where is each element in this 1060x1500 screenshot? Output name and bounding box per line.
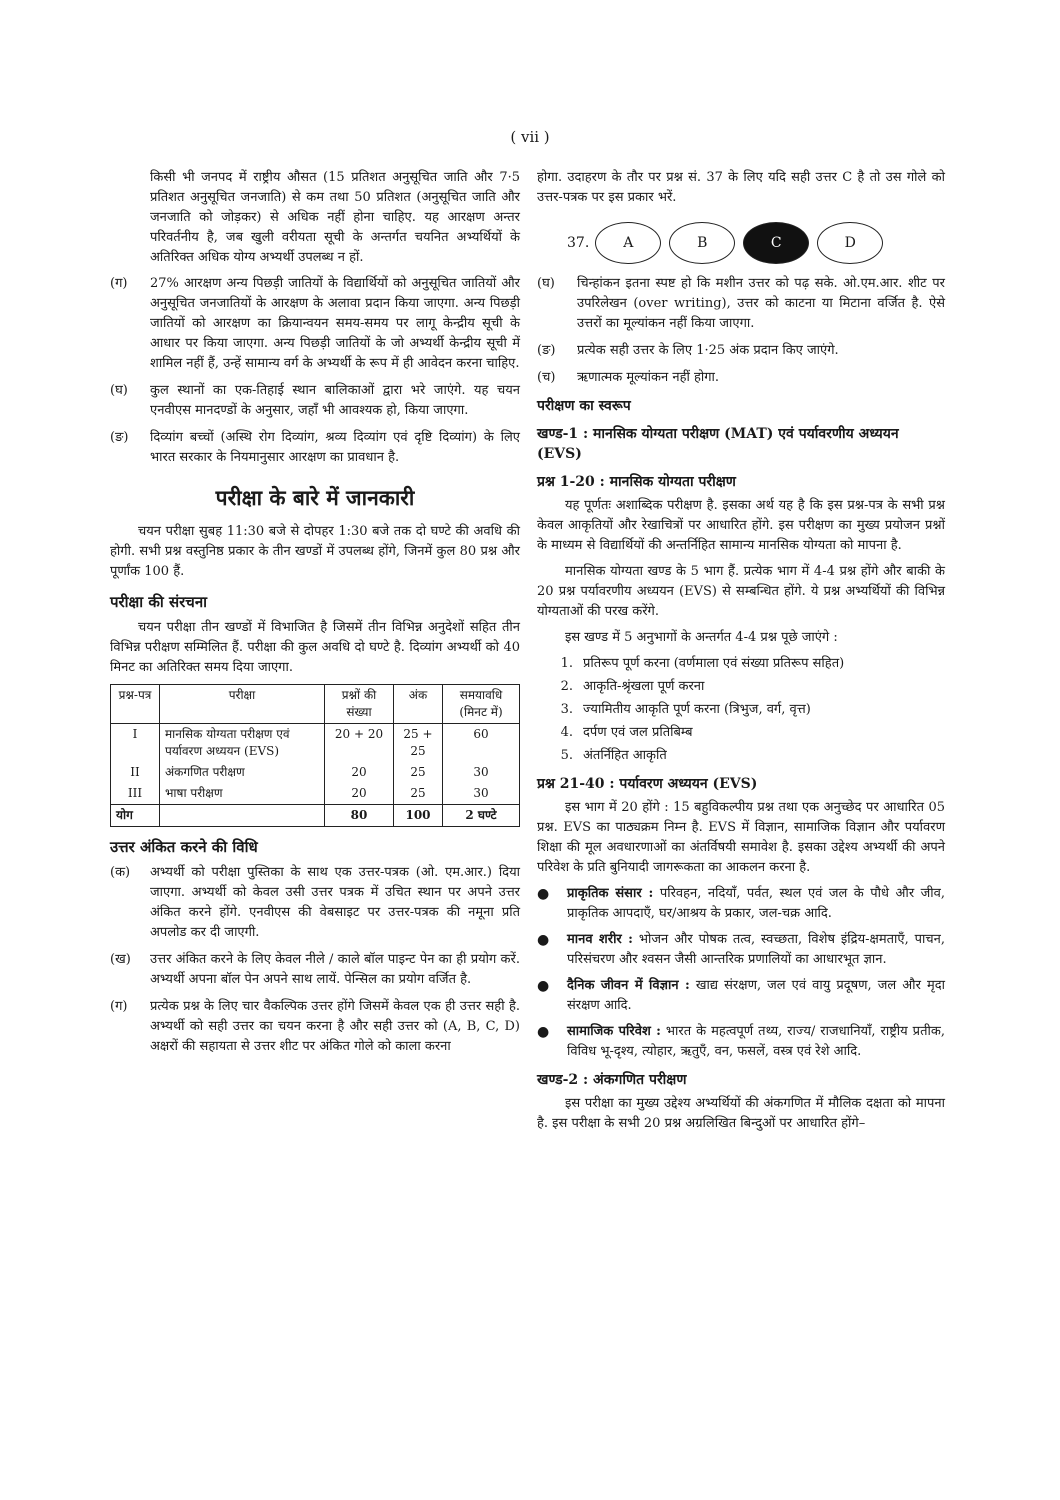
- bullet-body: भोजन और पोषक तत्व, स्वच्छता, विशेष इंद्रिय-क्षमताएँ, पाचन, परिसंचरण और श्वसन जैसी आन्तरिक प्रणालियों का आधारभूत ज्ञान.: [567, 932, 945, 967]
- list-number: 2.: [560, 679, 573, 694]
- item-marker: (च): [537, 370, 556, 385]
- list-item: [537, 677, 945, 697]
- list-item-ga: [110, 274, 520, 374]
- bullet-dot-icon: ●: [537, 978, 550, 994]
- bullet-dot-icon: ●: [537, 886, 550, 902]
- bullet-body: भारत के महत्वपूर्ण तथ्य, राज्य/ राजधानियाँ, राष्ट्रीय प्रतीक, विविध भू-दृश्य, त्योहार, ऋतुएँ, वन, फसलें, वस्त्र एवं रेशे आदि.: [567, 1024, 945, 1059]
- list-text: ज्यामितीय आकृति पूर्ण करना (त्रिभुज, वर्ग, वृत्त): [583, 702, 811, 717]
- item-text: ऋणात्मक मूल्यांकन नहीं होगा.: [577, 370, 720, 385]
- list-text: अंतर्निहित आकृति: [583, 748, 667, 763]
- list-item-ga-2: [110, 997, 520, 1057]
- table-cell: योग: [111, 805, 160, 827]
- item-marker: (ग): [110, 999, 128, 1014]
- bullet-natural-world: [537, 884, 945, 924]
- table-header: परीक्षा: [160, 685, 325, 724]
- item-text: प्रत्येक प्रश्न के लिए चार वैकल्पिक उत्तर होंगे जिसमें केवल एक ही उत्तर सही है. अभ्यर्थी को सही उत्तर का चयन करना है और सही उत्तर को (A, B, C, D) अक्षरों की सहायता से उत्तर शीट पर अंकित गोले को काला करना: [150, 999, 520, 1054]
- intro-paragraph: किसी भी जनपद में राष्ट्रीय औसत (15 प्रतिशत अनुसूचित जाति और 7·5 प्रतिशत अनुसूचित जनजाति) से कम तथा 50 प्रतिशत (अनुसूचित जाति और जनजाति को जोड़कर) से अधिक नहीं होना चाहिए. यह आरक्षण अन्तर परिवर्तनीय है, जब खुली वरीयता सूची के अन्तर्गत चयनित अभ्यर्थियों के अतिरिक्त अधिक योग्य अभ्यर्थी उपलब्ध न हों.: [150, 170, 520, 265]
- list-item: [537, 654, 945, 674]
- bullet-body: खाद्य संरक्षण, जल एवं वायु प्रदूषण, जल और मृदा संरक्षण आदि.: [567, 978, 945, 1013]
- item-text: चिन्हांकन इतना स्पष्ट हो कि मशीन उत्तर को पढ़ सके. ओ.एम.आर. शीट पर उपरिलेखन (over writing), उत्तर को काटना या मिटाना वर्जित है. ऐसे उत्तरों का मूल्यांकन नहीं किया जाएगा.: [577, 276, 945, 331]
- table-cell: I: [111, 724, 160, 763]
- table-cell: 20 + 20: [325, 724, 394, 763]
- table-cell: 25: [394, 762, 443, 783]
- list-number: 4.: [560, 725, 573, 740]
- list-item: [537, 723, 945, 743]
- left-column: [110, 168, 520, 1064]
- q1-20-heading: प्रश्न 1-20 : मानसिक योग्यता परीक्षण: [537, 474, 736, 490]
- item-text: उत्तर अंकित करने के लिए केवल नीले / काले बॉल पाइन्ट पेन का ही प्रयोग करें. अभ्यर्थी अपना बॉल पेन अपने साथ लायें. पेन्सिल का प्रयोग वर्जित है.: [150, 952, 520, 987]
- table-cell: II: [111, 762, 160, 783]
- exam-info-heading: परीक्षा के बारे में जानकारी: [215, 485, 415, 510]
- structure-paragraph: चयन परीक्षा तीन खण्डों में विभाजित है जिसमें तीन विभिन्न अनुदेशों सहित तीन विभिन्न परीक्षण सम्मिलित हैं. परीक्षा की कुल अवधि दो घण्टे है. दिव्यांग अभ्यर्थी को 40 मिनट का अतिरिक्त समय दिया जाएगा.: [110, 620, 520, 675]
- right-column: [537, 168, 945, 1140]
- list-text: दर्पण एवं जल प्रतिबिम्ब: [583, 725, 693, 740]
- table-cell: 25: [394, 783, 443, 805]
- table-row: [111, 783, 520, 805]
- item-marker: (क): [110, 865, 131, 880]
- table-cell: भाषा परीक्षण: [160, 783, 325, 805]
- item-text: कुल स्थानों का एक-तिहाई स्थान बालिकाओं द्वारा भरे जाएंगे. यह चयन एनवीएस मानदण्डों के अनुसार, जहाँ भी आवश्यक हो, किया जाएगा.: [150, 383, 520, 418]
- omr-bubble-d: D: [817, 222, 883, 264]
- answer-method-heading: उत्तर अंकित करने की विधि: [110, 838, 258, 856]
- bullet-title: दैनिक जीवन में विज्ञान :: [567, 978, 690, 993]
- section-1-heading: खण्ड-1 : मानसिक योग्यता परीक्षण (MAT) एवं पर्यावरणीय अध्ययन (EVS): [537, 426, 899, 462]
- table-cell: 30: [443, 762, 520, 783]
- sections-list: [537, 654, 945, 766]
- item-marker: (ग): [110, 276, 128, 291]
- omr-question-number: 37.: [567, 235, 590, 251]
- table-cell: 20: [325, 783, 394, 805]
- table-cell: III: [111, 783, 160, 805]
- list-text: प्रतिरूप पूर्ण करना (वर्णमाला एवं संख्या प्रतिरूप सहित): [583, 656, 845, 671]
- list-item-cha: [537, 368, 945, 388]
- table-cell: 25 + 25: [394, 724, 443, 763]
- list-number: 3.: [560, 702, 573, 717]
- item-marker: (घ): [537, 276, 555, 291]
- item-marker: (घ): [110, 383, 128, 398]
- list-item-kha: [110, 950, 520, 990]
- bullet-title: मानव शरीर :: [567, 932, 633, 947]
- bullet-text: [567, 1022, 945, 1062]
- q1-20-paragraph-1: यह पूर्णतः अशाब्दिक परीक्षण है. इसका अर्थ यह है कि इस प्रश्न-पत्र के सभी प्रश्न केवल आकृतियों और रेखाचित्रों पर आधारित होंगे. इस परीक्षण का मुख्य प्रयोजन प्रश्नों के माध्यम से विद्यार्थियों की अन्तर्निहित सामान्य मानसिक योग्यता को मापना है.: [537, 498, 945, 553]
- bullet-text: [567, 884, 945, 924]
- table-header: अंक: [394, 685, 443, 724]
- table-header: प्रश्नों की संख्या: [325, 685, 394, 724]
- list-text: आकृति-श्रृंखला पूर्ण करना: [583, 679, 705, 694]
- table-cell: 2 घण्टे: [443, 805, 520, 827]
- list-number: 5.: [560, 748, 573, 763]
- list-item-gha-2: [537, 274, 945, 334]
- test-format-heading: परीक्षण का स्वरूप: [537, 398, 631, 414]
- item-text: 27% आरक्षण अन्य पिछड़ी जातियों के विद्यार्थियों को अनुसूचित जातियों और अनुसूचित जनजातियों के आरक्षण के अलावा प्रदान किया जाएगा. अन्य पिछड़ी जातियों को आरक्षण का क्रियान्वयन समय-समय पर लागू केन्द्रीय सूची के आधार पर किया जाएगा. अन्य पिछड़ी जातियों के जो अभ्यर्थी केन्द्रीय सूची में शामिल नहीं हैं, उन्हें सामान्य वर्ग के अभ्यर्थी के रूप में ही आवेदन करना चाहिए.: [150, 276, 520, 371]
- table-cell: अंकगणित परीक्षण: [160, 762, 325, 783]
- bullet-title: सामाजिक परिवेश :: [567, 1024, 661, 1039]
- table-header: समयावधि (मिनट में): [443, 685, 520, 724]
- item-marker: (ङ): [537, 343, 556, 358]
- omr-bubble-b: B: [669, 222, 735, 264]
- table-cell: [160, 805, 325, 827]
- item-marker: (ङ): [110, 430, 129, 445]
- item-marker: (ख): [110, 952, 131, 967]
- table-header: प्रश्न-पत्र: [111, 685, 160, 724]
- table-cell: 30: [443, 783, 520, 805]
- bullet-science-daily-life: [537, 976, 945, 1016]
- table-total-row: [111, 805, 520, 827]
- bullet-text: [567, 976, 945, 1016]
- table-row: [111, 724, 520, 763]
- section-2-heading: खण्ड-2 : अंकगणित परीक्षण: [537, 1072, 687, 1088]
- item-text: दिव्यांग बच्चों (अस्थि रोग दिव्यांग, श्रव्य दिव्यांग एवं दृष्टि दिव्यांग) के लिए भारत सरकार के नियमानुसार आरक्षण का प्रावधान है.: [150, 430, 520, 465]
- bullet-title: प्राकृतिक संसार :: [567, 886, 654, 901]
- page-number: ( vii ): [510, 128, 550, 146]
- bullet-human-body: [537, 930, 945, 970]
- omr-example: [567, 222, 945, 264]
- list-number: 1.: [560, 656, 573, 671]
- table-header-row: [111, 685, 520, 724]
- exam-info-paragraph: चयन परीक्षा सुबह 11:30 बजे से दोपहर 1:30 बजे तक दो घण्टे की अवधि की होगी. सभी प्रश्न वस्तुनिष्ठ प्रकार के तीन खण्डों में उपलब्ध होंगे, जिनमें कुल 80 प्रश्न और पूर्णांक 100 हैं.: [110, 524, 520, 579]
- q1-20-paragraph-2: मानसिक योग्यता खण्ड के 5 भाग हैं. प्रत्येक भाग में 4-4 प्रश्न होंगे और बाकी के 20 प्रश्न पर्यावरणीय अध्ययन (EVS) से सम्बन्धित होंगे. ये प्रश्न अभ्यर्थियों की विभिन्न योग्यताओं की परख करेंगे.: [537, 564, 945, 619]
- list-item-nga-2: [537, 341, 945, 361]
- q21-40-paragraph: इस भाग में 20 होंगे : 15 बहुविकल्पीय प्रश्न तथा एक अनुच्छेद पर आधारित 05 प्रश्न. EVS का पाठ्यक्रम निम्न है. EVS में विज्ञान, सामाजिक विज्ञान और पर्यावरण शिक्षा की मूल अवधारणाओं का अंतर्विषयी समावेश है. इसका उद्देश्य अभ्यर्थी की अपने परिवेश के प्रति बुनियादी जागरूकता का आकलन करना है.: [537, 800, 945, 875]
- bullet-text: [567, 930, 945, 970]
- table-cell: 80: [325, 805, 394, 827]
- table-cell: 100: [394, 805, 443, 827]
- table-cell: 60: [443, 724, 520, 763]
- structure-heading: परीक्षा की संरचना: [110, 593, 208, 611]
- table-row: [111, 762, 520, 783]
- list-item: [537, 700, 945, 720]
- table-cell: मानसिक योग्यता परीक्षण एवं पर्यावरण अध्ययन (EVS): [160, 724, 325, 763]
- omr-bubble-c-filled: C: [743, 222, 809, 264]
- exam-structure-table: [110, 684, 520, 827]
- bullet-social-environment: [537, 1022, 945, 1062]
- list-item-nga: [110, 428, 520, 468]
- item-text: प्रत्येक सही उत्तर के लिए 1·25 अंक प्रदान किए जाएंगे.: [577, 343, 839, 358]
- continuation-paragraph: होगा. उदाहरण के तौर पर प्रश्न सं. 37 के लिए यदि सही उत्तर C है तो उस गोले को उत्तर-पत्रक पर इस प्रकार भरें.: [537, 170, 945, 205]
- list-item-gha: [110, 381, 520, 421]
- q1-20-paragraph-3: इस खण्ड में 5 अनुभागों के अन्तर्गत 4-4 प्रश्न पूछे जाएंगे :: [565, 630, 838, 645]
- bullet-body: परिवहन, नदियाँ, पर्वत, स्थल एवं जल के पौधे और जीव, प्राकृतिक आपदाएँ, घर/आश्रय के प्रकार, जल-चक्र आदि.: [567, 886, 945, 921]
- omr-bubble-a: A: [595, 222, 661, 264]
- list-item: [537, 746, 945, 766]
- bullet-dot-icon: ●: [537, 1024, 550, 1040]
- q21-40-heading: प्रश्न 21-40 : पर्यावरण अध्ययन (EVS): [537, 776, 758, 792]
- table-cell: 20: [325, 762, 394, 783]
- section-2-paragraph: इस परीक्षा का मुख्य उद्देश्य अभ्यर्थियों की अंकगणित में मौलिक दक्षता को मापना है. इस परीक्षा के सभी 20 प्रश्न अग्रलिखित बिन्दुओं पर आधारित होंगे–: [537, 1096, 945, 1131]
- bullet-dot-icon: ●: [537, 932, 550, 948]
- item-text: अभ्यर्थी को परीक्षा पुस्तिका के साथ एक उत्तर-पत्रक (ओ. एम.आर.) दिया जाएगा. अभ्यर्थी को केवल उसी उत्तर पत्रक में उचित स्थान पर अपने उत्तर अंकित करने होंगे. एनवीएस की वेबसाइट पर उत्तर-पत्रक की नमूना प्रति अपलोड कर दी जाएगी.: [150, 865, 520, 940]
- list-item-ka: [110, 863, 520, 943]
